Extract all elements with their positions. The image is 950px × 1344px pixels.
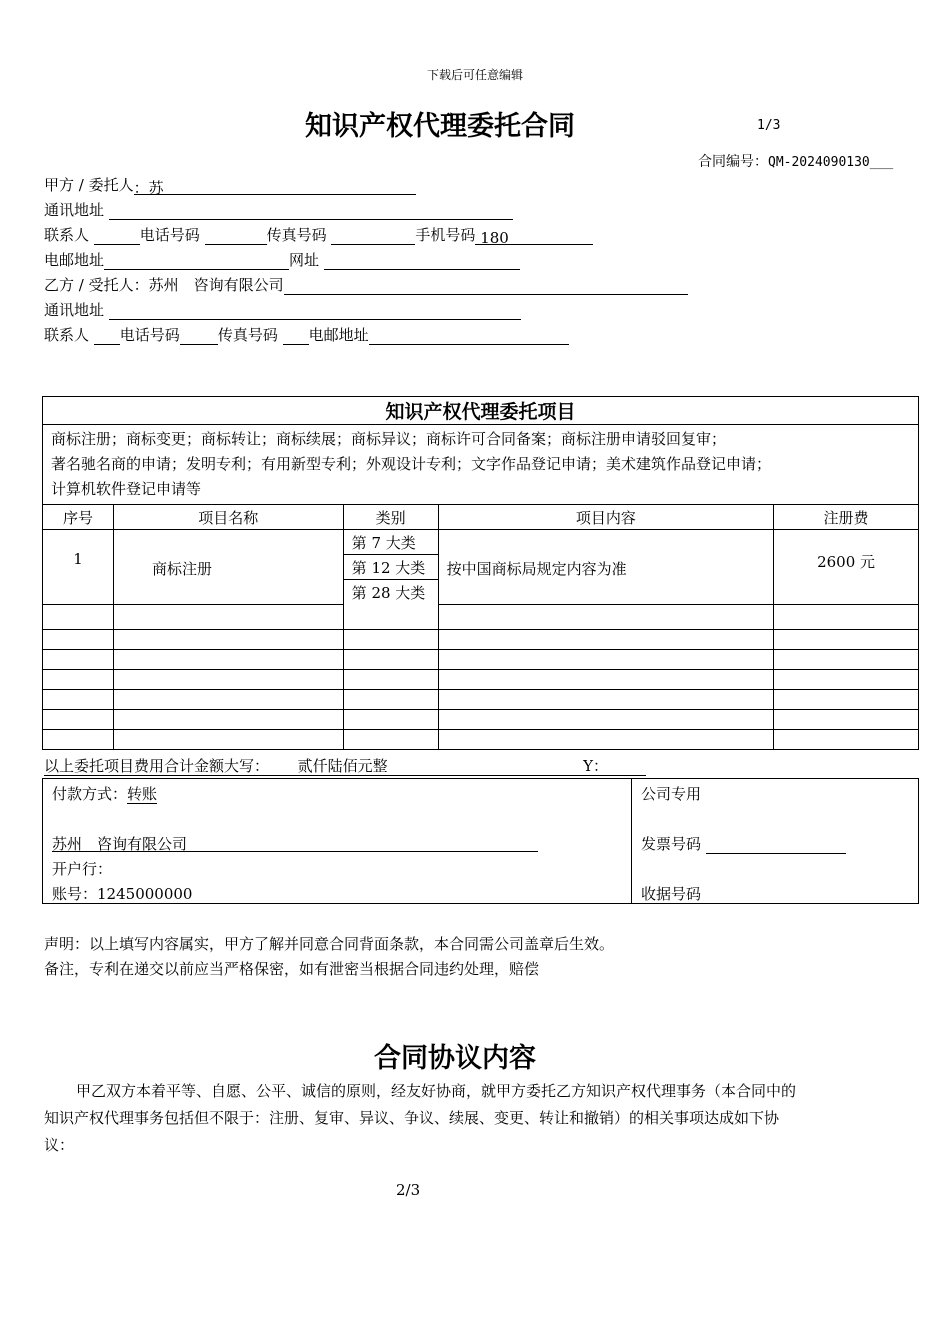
party-b-name-field[interactable] [284, 278, 688, 295]
row-class: 第 28 大类 [343, 580, 438, 605]
party-a-line [44, 175, 416, 195]
empty-cell[interactable] [43, 629, 114, 649]
table-row [43, 530, 919, 555]
party-b-phone-field[interactable] [180, 328, 218, 345]
page-marker-1: 1/3 [757, 118, 781, 133]
contract-number-value: QM-2024090130___ [768, 155, 894, 170]
table-row [43, 604, 919, 629]
empty-cell[interactable] [113, 689, 343, 709]
empty-cell[interactable] [113, 649, 343, 669]
account-label: 账号： [52, 885, 98, 903]
payment-payee [52, 833, 538, 852]
contract-number-label: 合同编号： [698, 154, 768, 170]
empty-cell[interactable] [438, 689, 774, 709]
empty-cell[interactable] [774, 709, 919, 729]
party-a-address-label: 通讯地址 [44, 201, 105, 219]
party-a-contact-label: 联系人 [44, 226, 90, 244]
payment-method [52, 783, 157, 804]
party-b-contact-line [44, 325, 569, 345]
party-a-website-field[interactable] [324, 253, 520, 270]
total-yen: Y： [583, 757, 609, 775]
empty-cell[interactable] [343, 689, 438, 709]
total-gap [388, 757, 584, 776]
col-fee-header: 注册费 [774, 505, 919, 530]
party-b-contact-field[interactable] [94, 328, 120, 345]
empty-cell[interactable] [438, 649, 774, 669]
agreement-paragraph: 甲乙双方本着平等、自愿、公平、诚信的原则，经友好协商，就甲方委托乙方知识产权代理事务（本合同中的知识产权代理事务包括但不限于：注册、复审、异议、争议、续展、变更、转让和撤销）的相关事项达成如下协议： [44, 1082, 797, 1154]
party-a-mobile-value: 180 [480, 229, 509, 247]
party-a-name-prefix: ：苏 [133, 179, 164, 197]
table-row [43, 629, 919, 649]
party-a-label: 甲方 / 委托人 [44, 176, 134, 194]
table-row [43, 689, 919, 709]
party-a-phone-field[interactable] [205, 228, 267, 245]
category-line: 商标注册；商标变更；商标转让；商标续展；商标异议；商标许可合同备案；商标注册申请驳回复审； [51, 430, 727, 448]
receipt-label: 收据号码 [641, 885, 702, 903]
declaration: 声明：以上填写内容属实，甲方了解并同意合同背面条款，本合同需公司盖章后生效。 [44, 935, 615, 953]
party-a-email-label: 电邮地址 [44, 251, 105, 269]
remark: 备注，专利在递交以前应当严格保密，如有泄密当根据合同违约处理，赔偿 [44, 960, 540, 978]
party-b-email-field[interactable] [369, 328, 569, 345]
party-a-address-field[interactable] [109, 203, 513, 220]
party-a-mobile-label: 手机号码 [415, 226, 476, 244]
empty-cell[interactable] [113, 729, 343, 749]
total-label: 以上委托项目费用合计金额大写： [44, 757, 270, 775]
payment-box [42, 778, 919, 904]
empty-cell[interactable] [343, 604, 438, 629]
row-seq: 1 [43, 530, 114, 605]
party-b-name: 苏州 咨询有限公司 [148, 276, 284, 294]
row-fee: 2600 元 [774, 530, 919, 605]
account-value: 1245000000 [97, 885, 193, 903]
row-content: 按中国商标局规定内容为准 [438, 530, 774, 605]
party-a-fax-field[interactable] [331, 228, 415, 245]
empty-cell[interactable] [774, 729, 919, 749]
empty-cell[interactable] [774, 604, 919, 629]
party-b-line [44, 275, 688, 295]
invoice-label: 发票号码 [641, 835, 702, 853]
receipt-line [641, 883, 846, 904]
invoice-field[interactable] [706, 837, 846, 854]
bank-label: 开户行： [52, 860, 113, 878]
payment-method-value: 转账 [127, 785, 158, 803]
empty-cell[interactable] [774, 689, 919, 709]
empty-cell[interactable] [438, 669, 774, 689]
empty-cell[interactable] [43, 649, 114, 669]
table-row [43, 729, 919, 749]
party-b-address-line [44, 300, 521, 320]
party-b-address-field[interactable] [109, 303, 521, 320]
payment-divider [631, 779, 632, 903]
total-yen-field[interactable] [608, 757, 646, 776]
empty-cell[interactable] [113, 669, 343, 689]
empty-cell[interactable] [774, 649, 919, 669]
col-content-header: 项目内容 [438, 505, 774, 530]
category-line: 计算机软件登记申请等 [51, 480, 202, 498]
party-a-phone-label: 电话号码 [139, 226, 200, 244]
contract-title: 知识产权代理委托合同 [305, 111, 575, 142]
items-table [42, 396, 919, 750]
party-b-contact-label: 联系人 [44, 326, 90, 344]
empty-cell[interactable] [43, 729, 114, 749]
total-amount[interactable]: 贰仟陆佰元整 [297, 757, 388, 775]
table-row [43, 669, 919, 689]
empty-cell[interactable] [43, 689, 114, 709]
empty-cell[interactable] [343, 709, 438, 729]
row-class: 第 12 大类 [343, 555, 438, 580]
empty-cell[interactable] [43, 604, 114, 629]
empty-cell[interactable] [438, 604, 774, 629]
empty-cell[interactable] [113, 604, 343, 629]
page-marker-2: 2/3 [396, 1181, 421, 1199]
company-use-label: 公司专用 [641, 785, 702, 803]
empty-cell[interactable] [343, 629, 438, 649]
items-section-title: 知识产权代理委托项目 [43, 397, 919, 425]
contract-number [698, 151, 893, 171]
party-a-contact-field[interactable] [94, 228, 140, 245]
table-row [43, 709, 919, 729]
party-a-website-label: 网址 [289, 251, 320, 269]
party-a-address-line [44, 200, 513, 220]
party-b-phone-label: 电话号码 [119, 326, 180, 344]
empty-cell[interactable] [113, 629, 343, 649]
column-header-row [43, 505, 919, 530]
party-b-fax-field[interactable] [283, 328, 309, 345]
agreement-title: 合同协议内容 [374, 1043, 536, 1074]
invoice-line [641, 833, 846, 854]
empty-cell[interactable] [43, 709, 114, 729]
party-a-email-line [44, 250, 520, 270]
items-categories [43, 425, 919, 505]
total-line [44, 755, 646, 776]
empty-cell[interactable] [774, 669, 919, 689]
payee-name: 苏州 咨询有限公司 [52, 835, 188, 853]
empty-cell[interactable] [43, 669, 114, 689]
party-b-label: 乙方 / 受托人： [44, 276, 149, 294]
empty-cell[interactable] [343, 649, 438, 669]
category-line: 著名驰名商的申请；发明专利；有用新型专利；外观设计专利；文字作品登记申请；美术建筑作品登记申请； [51, 455, 772, 473]
row-name: 商标注册 [113, 530, 343, 605]
party-a-email-field[interactable] [104, 253, 289, 270]
payee-field[interactable] [52, 833, 538, 852]
empty-cell[interactable] [774, 629, 919, 649]
col-class-header: 类别 [343, 505, 438, 530]
payment-method-label: 付款方式： [52, 785, 128, 803]
empty-cell[interactable] [438, 709, 774, 729]
empty-cell[interactable] [343, 669, 438, 689]
empty-cell[interactable] [343, 729, 438, 749]
party-b-fax-label: 传真号码 [217, 326, 278, 344]
empty-cell[interactable] [113, 709, 343, 729]
col-seq-header: 序号 [43, 505, 114, 530]
empty-cell[interactable] [438, 729, 774, 749]
party-b-address-label: 通讯地址 [44, 301, 105, 319]
party-b-email-label: 电邮地址 [308, 326, 369, 344]
party-a-name-field[interactable] [134, 178, 416, 195]
receipt-field[interactable] [706, 887, 846, 904]
header-note: 下载后可任意编辑 [426, 68, 523, 82]
party-a-contact-line [44, 225, 593, 245]
party-a-fax-label: 传真号码 [266, 226, 327, 244]
col-name-header: 项目名称 [113, 505, 343, 530]
empty-cell[interactable] [438, 629, 774, 649]
total-gap [269, 757, 298, 776]
account-line [52, 883, 192, 904]
party-a-mobile-field[interactable] [475, 228, 593, 245]
table-row [43, 649, 919, 669]
row-class: 第 7 大类 [343, 530, 438, 555]
